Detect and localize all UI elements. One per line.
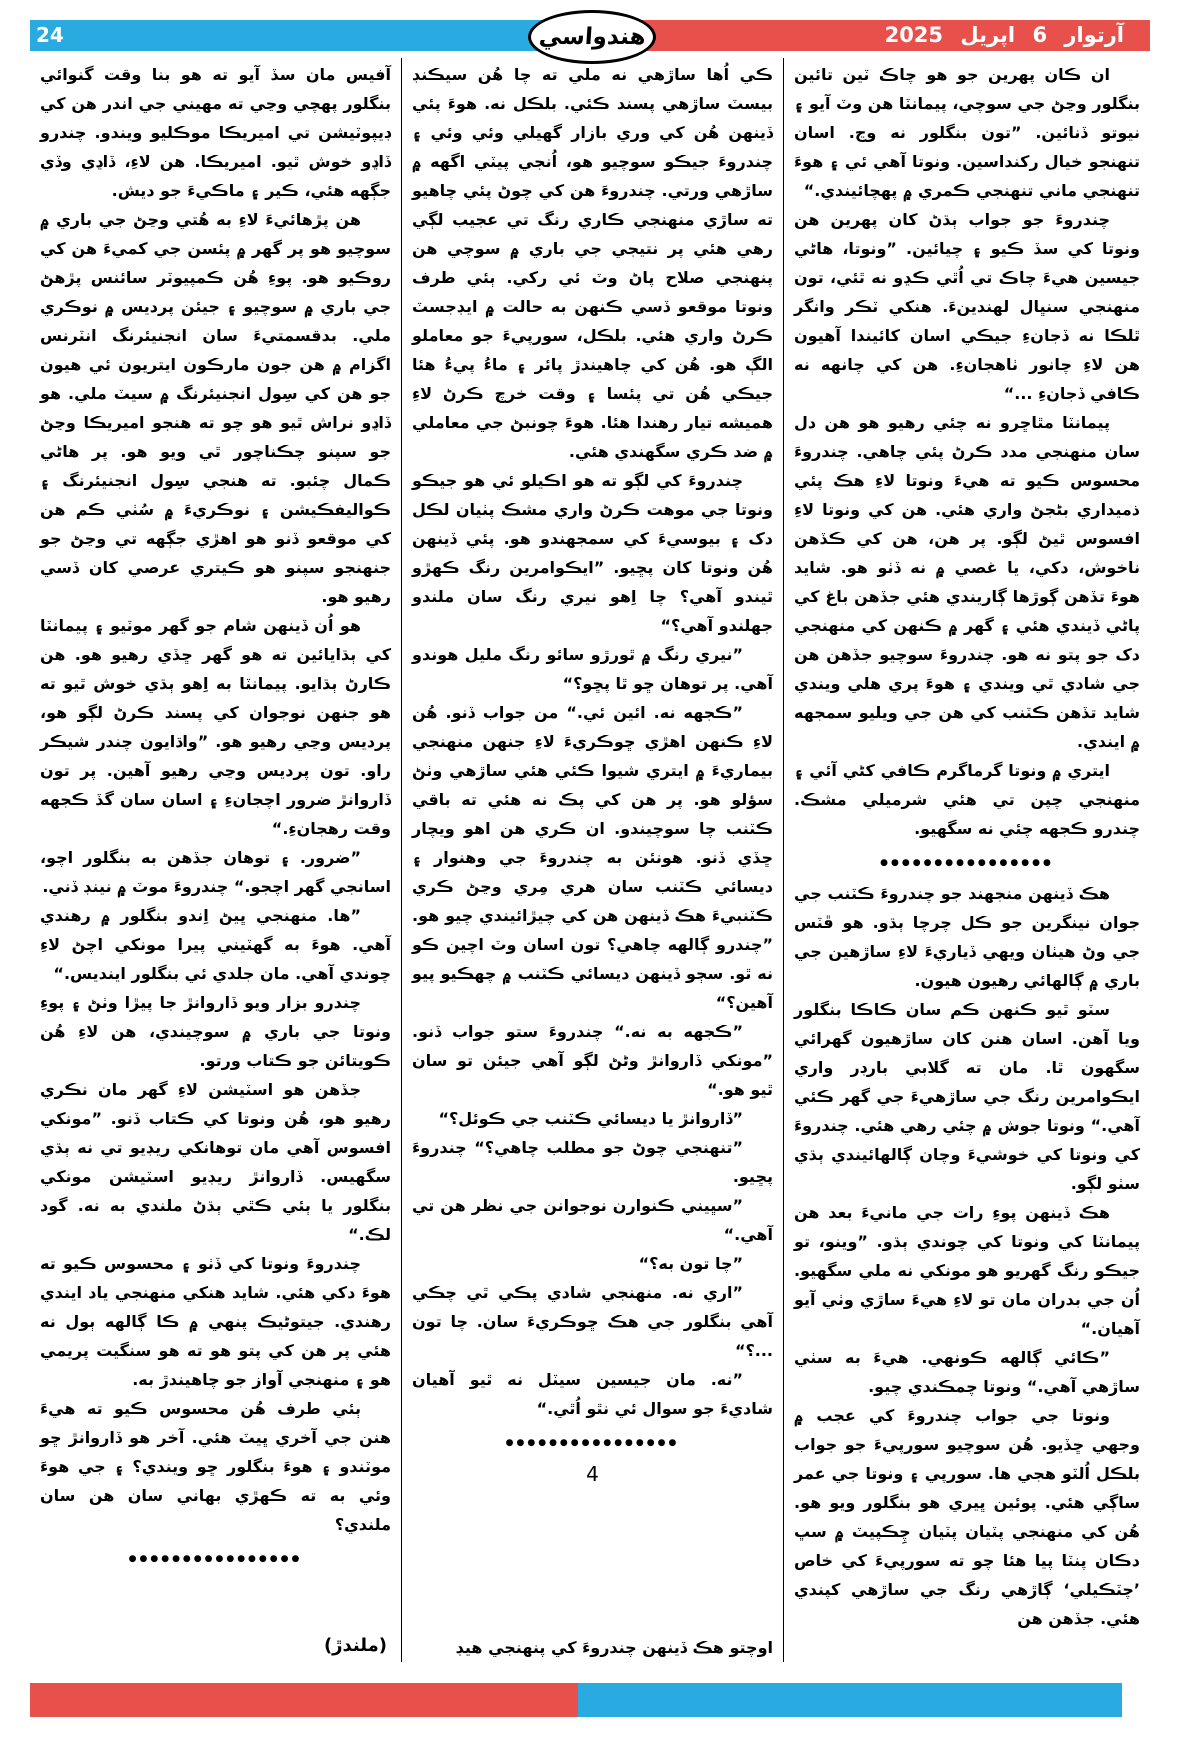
header-bar-blue <box>30 20 590 51</box>
footer-bar-red <box>30 1683 578 1717</box>
story-paragraph: هن پڙهائيءَ لاءِ به هُتي وڃڻ جي باري ۾ سوچيو هو پر گهر ۾ پئسن جي کميءَ هن کي روڪيو هو. پوءِ هُن ڪمپيوٽر سائنس پڙهڻ جي باري ۾ سوچيو ۽ جيئن پرديس ۾ نوڪري ملي. بدقسمتيءَ سان انجنيئرنگ انٽرنس اگزام ۾ هن جون مارڪون ايتريون ئي هيون جو هن کي سِول انجنيئرنگ ۾ سيٽ ملي. هو ڏاڍو نراش ٿيو هو چو ته هنجو اميريڪا وڃڻ جو سپنو چڪناچور ٿي ويو هو. پر هاڻي ڪمال چئبو. ته هنجي سِول انجنيئرنگ ۽ ڪواليفڪيشن ۽ نوڪريءَ ۾ سُٺي ڪم هن کي موقعو ڏنو هو اهڙي جڳهه تي وڃڻ جو جنهنجو سپنو هو ڪيتري عرصي کان ڏسي رهيو هو. <box>40 210 391 606</box>
section-separator: ●●●●●●●●●●●●●●●● <box>505 1438 680 1448</box>
story-paragraph: ”نه. مان جيسين سيٽل نه ٿيو آهيان شاديءَ جو سوال ئي نٿو اُٿي.“ <box>412 1370 773 1418</box>
story-paragraph: چندروءَ جو جواب ٻڌڻ کان پهرين هن ونوتا کي سڏ ڪيو ۽ چيائين. ”ونوتا، هاڻي جيسين هيءَ چاڪ تي اُٿي ڪڍو نه ٿئي، تون منهنجي سنڀال لهندينءَ. هنکي ٽڪر وانگر ٿلڪا نه ڏجانءِ جيڪي اسان کائيندا آهيون هن لاءِ چانور ٺاهجانءِ. هن کي چانهه نه ڪافي ڏجانءِ ...“ <box>794 210 1140 403</box>
story-paragraph: ”ها. منهنجي ڀيڻ اِندو بنگلور ۾ رهندي آهي. هوءَ به گهٽيني پيرا مونکي اچڻ لاءِ چوندي آهي. مان جلدي ئي بنگلور اينديس.“ <box>40 906 391 983</box>
story-paragraph: ڪي اُها ساڙهي نه ملي ته چا هُن سيڪنڊ بيسٽ ساڙهي پسند ڪئي. بلڪل نه. هوءَ پئي ڏينهن هُن کي وري بازار گهيلي وئي وئي ۽ چندروءَ جيڪو سوچيو هو، اُنجي پيٽي اگهه ۾ ساڙهي ورتي. چندروءَ هن کي چوڻ پئي چاهيو ته ساڙي منهنجي ڪاري رنگ تي عجيب لڳي رهي هئي پر نتيجي جي باري ۾ سوچي هن پنهنجي صلاح پاڻ وٽ ئي رکي. ٻئي طرف ونوتا موقعو ڏسي ڪنهن به حالت ۾ ايڊجسٽ ڪرڻ واري هئي. بلڪل، سورپيءَ جو معاملو الڳ هو. هُن کي چاهيندڙ پائر ۽ ماءُ پيءُ هئا جيڪي هُن تي پئسا ۽ وقت خرچ ڪرڻ لاءِ هميشه تيار رهندا هئا. هوءَ چونبڻ جي معاملي ۾ ضد ڪري سگهندي هئي. <box>412 65 773 461</box>
masthead-title: هندواسي <box>537 24 647 50</box>
column-spacer <box>40 1575 391 1635</box>
story-paragraph: جڏهن هو اسٽيشن لاءِ گهر مان نڪري رهيو هو، هُن ونوتا کي ڪتاب ڏنو. ”مونکي افسوس آهي مان توهانکي ريڊيو تي نه ٻڌي سگهيس. ڏاروانڙ ريڊيو اسٽيشن مونکي بنگلور يا ٻئي ڪٿي ٻڌڻ ملندي به نه. گود لڪ.“ <box>40 1080 391 1244</box>
story-paragraph: ان ڪان پهرين جو هو چاڪ ٽين تائين بنگلور وڃڻ جي سوچي، پيمانٽا هن وٽ آيو ۽ نيوتو ڏنائين. ”تون بنگلور نه وڃ. اسان تنهنجو خيال رکنداسين. ونوتا آهي ئي ۽ هوءَ تنهنجي ماني تنهنجي ڪمري ۾ پهچائيندي.“ <box>794 65 1140 200</box>
story-paragraph: ونوتا جي جواب چندروءَ کي عجب ۾ وجهي ڇڏيو. هُن سوچيو سورپيءَ جو جواب بلڪل اُلٽو هجي ها. سورپي ۽ ونوتا جي عمر ساڳي هئي. پوئين ڀيري هو بنگلور ويو هو. هُن کي منهنجي پٽيان پٽيان چِڪپيٽ ۾ سڀ دڪان پنٽا پيا هئا چو ته سورپيءَ کي خاص ’چٽڪيلي‘ ڳاڙهي رنگ جي ساڙهي کپندي هئي. جڏهن هن <box>794 1406 1140 1628</box>
section-separator: ●●●●●●●●●●●●●●●● <box>880 858 1054 868</box>
story-paragraph: چندروءَ ونوتا کي ڏٺو ۽ محسوس ڪيو ته هوءَ دکي هئي. شايد هنکي منهنجي ياد ايندي رهندي. جيتوڻيڪ پنهي ۾ ڪا ڳالهه ٻول نه هئي پر هن کي پتو هو ته هو سنگيت پريمي هو ۽ منهنجي آواز جو چاهيندڙ به. <box>40 1254 391 1389</box>
story-body <box>30 58 1150 1662</box>
story-paragraph: چندرو بزار ويو ڏاروانڙ جا پيڙا وٺڻ ۽ پوءِ ونوتا جي باري ۾ سوچيندي، هن لاءِ هُن ڪويتائن جو ڪتاب ورتو. <box>40 993 391 1070</box>
story-paragraph: آفيس مان سڏ آيو ته هو بنا وقت گنوائي بنگلور پهچي وڃي ته مهيني جي اندر هن کي ڊيپوٽيشن تي اميريڪا موڪليو ويندو. چندرو ڏاڍو خوش ٿيو. اميريڪا. هن لاءِ، ڏاڍي وڏي جڳهه هئي، ڪير ۽ ماڪيءَ جو ديش. <box>40 65 391 200</box>
story-paragraph: هڪ ڏينهن منجهند جو چندروءَ ڪٽنب جي جوان نينگرين جو ڪل چرچا ٻڌو. هو ڦٽس جي وڻ هيٺان ويهي ڏياريءَ لاءِ ساڙهين جي باري ۾ ڳالهائي رهيون هيون. <box>794 884 1140 990</box>
column-spacer <box>412 1489 773 1633</box>
story-paragraph: ”ڪجهه نه. ائين ئي.“ من جواب ڏنو. هُن لاءِ ڪنهن اهڙي ڇوڪريءَ لاءِ جنهن منهنجي بيماريءَ ۾ ايتري شيوا ڪئي هئي ساڙهي وٺڻ سؤلو هو. پر هن کي پڪ نه هئي ته باقي ڪٽنب چا سوچيندو. ان ڪري هن اهو ويچار ڇڏي ڏنو. هونئن به چندروءَ جي وهنوار ۽ ديسائي ڪٽنب سان هري مِري وڃڻ ڪري ڪٽنبيءَ هڪ ڏينهن هن کي چيڙائيندي چيو هو. ”چندرو ڳالهه چاهي؟ تون اسان وٽ اچين ڪو نه ٿو. سڄو ڏينهن ديسائي ڪٽنب ۾ چهڪيو پيو آهين؟“ <box>412 703 773 1012</box>
story-paragraph: هڪ ڏينهن پوءِ رات جي مانيءَ بعد هن پيمانٽا کي ونوتا کي چوندي ٻڌو. ”وينو، تو جيڪو رنگ گهريو هو مونکي نه ملي سگهيو. اُن جي بدران مان تو لاءِ هيءَ ساڙي وٺي آيو آهيان.“ <box>794 1203 1140 1338</box>
story-paragraph: ”اري نه. منهنجي شادي پڪي ٿي چڪي آهي بنگلور جي هڪ ڇوڪريءَ سان. چا تون ...؟“ <box>412 1283 773 1360</box>
story-paragraph: ”ضرور. ۽ توهان جڏهن به بنگلور اچو، اسانجي گهر اچجو.“ چندروءَ موٽ ۾ نينڊ ڏني. <box>40 848 391 896</box>
story-paragraph: ”نيري رنگ ۾ ٿورڙو سائو رنگ مليل هوندو آهي. پر توهان ڇو ٿا پڇو؟“ <box>412 645 773 693</box>
section-number: 4 <box>586 1462 599 1486</box>
story-paragraph: ”ڪائي ڳالهه ڪونهي. هيءَ به سٺي ساڙهي آهي.“ ونوتا چمڪندي چيو. <box>794 1348 1140 1396</box>
story-paragraph: هو اُن ڏينهن شام جو گهر موٽيو ۽ پيمانٽا کي ٻڌايائين ته هو گهر ڇڏي رهيو هو. هن ڪارڻ ٻڌايو. پيمانٽا به اِهو ٻڌي خوش ٿيو ته هو جنهن نوجوان کي پسند ڪرڻ لڳو هو، پرديس وڃي رهيو هو. ”واڌايون چندر شيڪر راو. تون پرديس وڃي رهيو آهين. پر تون ڏاروانڙ ضرور اچجانءِ ۽ اسان سان گڏ ڪجهه وقت رهجانءِ.“ <box>40 616 391 838</box>
story-paragraph: سٽو ٿيو ڪنهن ڪم سان ڪاڪا بنگلور ويا آهن. اسان هنن کان ساڙهيون گهرائي سگهون ٿا. مان ته گلابي بارڊر واري ايڪوامرين رنگ جي ساڙهيءَ جي گهر ڪئي آهي.“ ونوتا جوش ۾ چئي رهي هئي. چندروءَ کي ونوتا کي خوشيءَ وچان ڳالهائيندي ٻڌي سٺو لڳو. <box>794 1000 1140 1193</box>
section-separator: ●●●●●●●●●●●●●●●● <box>128 1554 303 1564</box>
story-paragraph: ”سڀيني ڪنوارن نوجوانن جي نظر هن تي آهي.“ <box>412 1196 773 1244</box>
story-paragraph: ”تنهنجي چوڻ جو مطلب چاهي؟“ چندروءَ پڇيو. <box>412 1138 773 1186</box>
column-left <box>30 58 402 1662</box>
story-paragraph: چندروءَ کي لڳو ته هو اڪيلو ئي هو جيڪو ونوتا جي موهت ڪرڻ واري مشڪ پٺيان لڪل دک ۽ بيوسيءَ کي سمجهندو هو. پئي ڏينهن هُن ونوتا کان پڇيو. ”ايڪوامرين رنگ ڪهڙو ٿيندو آهي؟ چا اِهو نيري رنگ سان ملندو جهلندو آهي؟“ <box>412 471 773 635</box>
story-paragraph: ٻئي طرف هُن محسوس ڪيو ته هيءَ هنن جي آخري ڀيٽ هئي. آخر هو ڏاروانڙ ڇو موٽندو ۽ هوءَ بنگلور ڇو ويندي؟ ۽ جي هوءَ وئي به ته ڪهڙي بهاني سان هن سان ملندي؟ <box>40 1399 391 1534</box>
column-middle <box>402 58 784 1662</box>
story-paragraph: ”چا تون به؟“ <box>638 1254 743 1273</box>
story-paragraph: ”ڏاروانڙ يا ديسائي ڪٽنب جي ڪوئل؟“ <box>438 1109 743 1128</box>
story-paragraph: اوچتو هڪ ڏينهن چندروءَ کي پنهنجي هيڊ <box>455 1638 773 1657</box>
story-paragraph: ”ڪجهه به نه.“ چندروءَ ستو جواب ڏنو. ”مونکي ڏاروانڙ وڻڻ لڳو آهي جيئن تو سان ٿيو هو.“ <box>412 1022 773 1099</box>
continued-marker: (ملندڙ) <box>323 1635 387 1656</box>
story-paragraph: ايتري ۾ ونوتا گرماگرم ڪافي کڻي آئي ۽ منهنجي چپن تي هئي شرميلي مشڪ. چندرو ڪجهه چئي نه سگهيو. <box>794 761 1140 838</box>
edition-date: آرتوار 6 اپريل 2025 <box>884 23 1124 47</box>
masthead-badge <box>528 10 656 64</box>
column-right <box>784 58 1150 1662</box>
footer-bar-blue <box>578 1683 1122 1717</box>
story-paragraph: پيمانٽا مٿاڇرو نه چئي رهيو هو هن دل سان منهنجي مدد ڪرڻ پئي چاهي. چندروءَ محسوس ڪيو ته هيءَ ونوتا لاءِ هڪ پئي ذميداري بڻجڻ واري هئي. هن کي ونوتا لاءِ افسوس ٿيڻ لڳو. پر هن، هن کي ڪڏهن ناخوش، دکي، يا غصي ۾ نه ڏٺو هو. شايد هوءَ تڏهن ڳوڙها ڳاريندي هئي جڏهن باغ کي پاڻي ڏيندي هئي ۽ گهر ۾ ڪنهن کي منهنجي دک جو پتو نه هو. چندروءَ سوچيو جڏهن هن جي شادي ٿي ويندي ۽ هوءَ پري هلي ويندي شايد تڏهن ڪٽنب کي هن جي ويليو سمجهه ۾ ايندي. <box>794 413 1140 751</box>
page-number: 24 <box>36 23 64 47</box>
